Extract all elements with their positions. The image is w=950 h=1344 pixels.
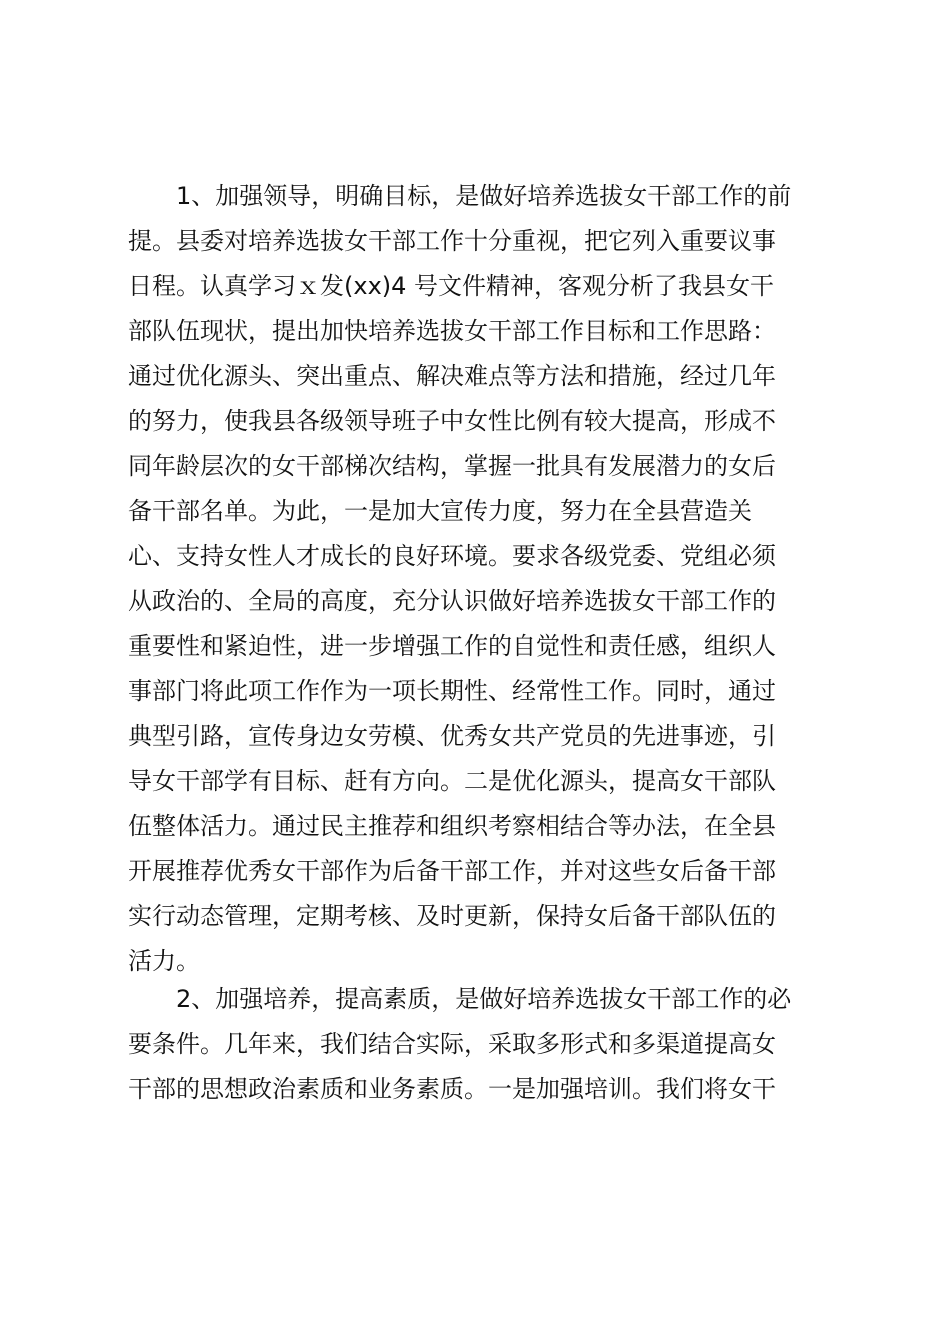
- paragraph-line: 通过优化源头、突出重点、解决难点等方法和措施，经过几年: [128, 362, 776, 390]
- paragraph-line: 干部的思想政治素质和业务素质。一是加强培训。我们将女干: [128, 1075, 776, 1103]
- paragraph-line: 部队伍现状，提出加快培养选拔女干部工作目标和工作思路：: [128, 317, 776, 345]
- paragraph-line: 活力。: [128, 947, 200, 975]
- paragraph-line: 开展推荐优秀女干部作为后备干部工作，并对这些女后备干部: [128, 857, 776, 885]
- paragraph-1: [128, 174, 828, 984]
- paragraph-line: 导女干部学有目标、赶有方向。二是优化源头，提高女干部队: [128, 767, 776, 795]
- paragraph-line: 备干部名单。为此，一是加大宣传力度，努力在全县营造关: [128, 497, 752, 525]
- paragraph-line: 心、支持女性人才成长的良好环境。要求各级党委、党组必须: [128, 542, 776, 570]
- paragraph-line: 的努力，使我县各级领导班子中女性比例有较大提高，形成不: [128, 407, 776, 435]
- paragraph-line: 事部门将此项工作作为一项长期性、经常性工作。同时，通过: [128, 677, 776, 705]
- paragraph-line: 提。县委对培养选拔女干部工作十分重视，把它列入重要议事: [128, 227, 776, 255]
- paragraph-2: [128, 977, 828, 1112]
- paragraph-line: 同年龄层次的女干部梯次结构，掌握一批具有发展潜力的女后: [128, 452, 776, 480]
- paragraph-line: 日程。认真学习ｘ发(xx)4 号文件精神，客观分析了我县女干: [128, 272, 775, 300]
- paragraph-line: 从政治的、全局的高度，充分认识做好培养选拔女干部工作的: [128, 587, 776, 615]
- paragraph-line: 典型引路，宣传身边女劳模、优秀女共产党员的先进事迹，引: [128, 722, 776, 750]
- paragraph-line: 2、加强培养，提高素质，是做好培养选拔女干部工作的必: [176, 985, 792, 1013]
- paragraph-line: 重要性和紧迫性，进一步增强工作的自觉性和责任感，组织人: [128, 632, 776, 660]
- paragraph-line: 要条件。几年来，我们结合实际，采取多形式和多渠道提高女: [128, 1030, 776, 1058]
- paragraph-line: 实行动态管理，定期考核、及时更新，保持女后备干部队伍的: [128, 902, 776, 930]
- paragraph-line: 1、加强领导，明确目标，是做好培养选拔女干部工作的前: [176, 182, 792, 210]
- paragraph-line: 伍整体活力。通过民主推荐和组织考察相结合等办法，在全县: [128, 812, 776, 840]
